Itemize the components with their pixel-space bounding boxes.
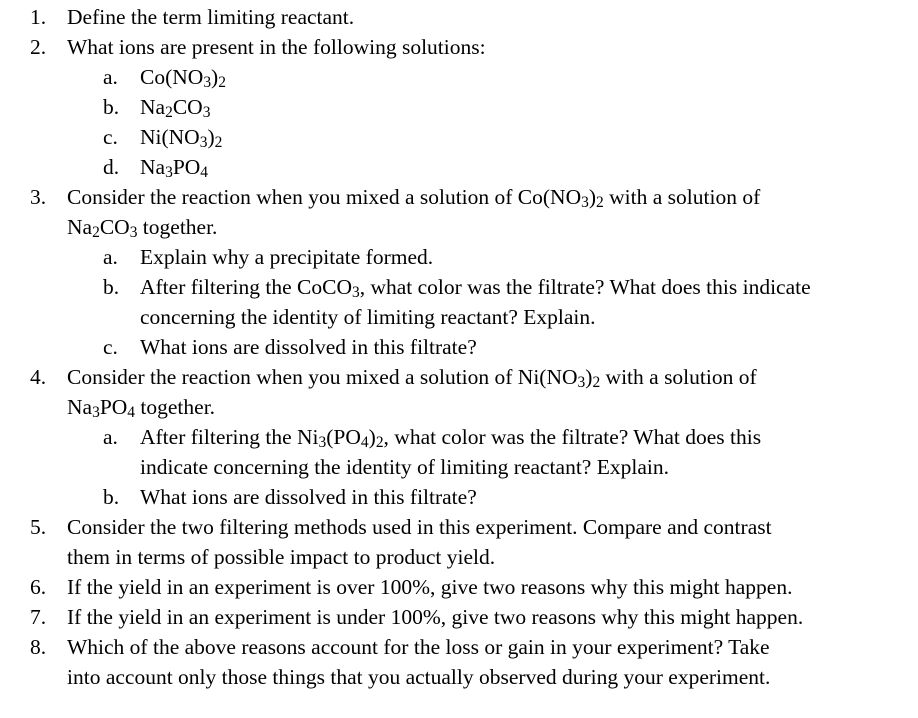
- part-letter: c.: [103, 125, 118, 149]
- part-text: $Na_2CO_3$: [140, 95, 211, 121]
- part-letter: b.: [103, 275, 120, 299]
- question-number: 1.: [30, 5, 47, 29]
- question-text: them in terms of possible impact to product yield.: [67, 545, 496, 569]
- question-text: Consider the reaction when you mixed a solution of $Co(NO_3)_2$ with a solution of: [67, 185, 761, 211]
- question-text: $Na_3PO_4$ together.: [67, 395, 216, 421]
- part-letter: c.: [103, 335, 118, 359]
- part-letter: d.: [103, 155, 120, 179]
- question-number: 6.: [30, 575, 47, 599]
- part-letter: a.: [103, 245, 118, 269]
- question-text: What ions are present in the following solutions:: [67, 35, 486, 59]
- part-letter: b.: [103, 95, 120, 119]
- question-text: If the yield in an experiment is under 100%, give two reasons why this might happen.: [67, 605, 804, 629]
- part-text: What ions are dissolved in this filtrate?: [140, 485, 477, 509]
- part-text: indicate concerning the identity of limiting reactant? Explain.: [140, 455, 669, 479]
- part-text: concerning the identity of limiting reactant? Explain.: [140, 305, 596, 329]
- question-text: Which of the above reasons account for the loss or gain in your experiment? Take: [67, 635, 770, 659]
- question-text: Define the term limiting reactant.: [67, 5, 355, 29]
- question-number: 3.: [30, 185, 47, 209]
- question-number: 4.: [30, 365, 47, 389]
- part-text: $Ni(NO_3)_2$: [140, 125, 223, 151]
- part-text: Explain why a precipitate formed.: [140, 245, 434, 269]
- question-number: 5.: [30, 515, 47, 539]
- part-text: After filtering the $Ni_3(PO_4)_2$, what color was the filtrate? What does this: [140, 425, 762, 451]
- part-text: $Na_3PO_4$: [140, 155, 209, 181]
- part-text: What ions are dissolved in this filtrate?: [140, 335, 477, 359]
- question-number: 7.: [30, 605, 47, 629]
- question-text: If the yield in an experiment is over 100%, give two reasons why this might happen.: [67, 575, 793, 599]
- part-letter: a.: [103, 425, 118, 449]
- question-text: into account only those things that you actually observed during your experiment.: [67, 665, 771, 689]
- question-text: Consider the reaction when you mixed a solution of $Ni(NO_3)_2$ with a solution of: [67, 365, 757, 391]
- part-text: $Co(NO_3)_2$: [140, 65, 226, 91]
- question-text: $Na_2CO_3$ together.: [67, 215, 218, 241]
- part-letter: b.: [103, 485, 120, 509]
- question-text: Consider the two filtering methods used in this experiment. Compare and contrast: [67, 515, 772, 539]
- question-number: 2.: [30, 35, 47, 59]
- part-letter: a.: [103, 65, 118, 89]
- part-text: After filtering the CoCO$_3$, what color was the filtrate? What does this indicate: [140, 275, 811, 301]
- question-number: 8.: [30, 635, 47, 659]
